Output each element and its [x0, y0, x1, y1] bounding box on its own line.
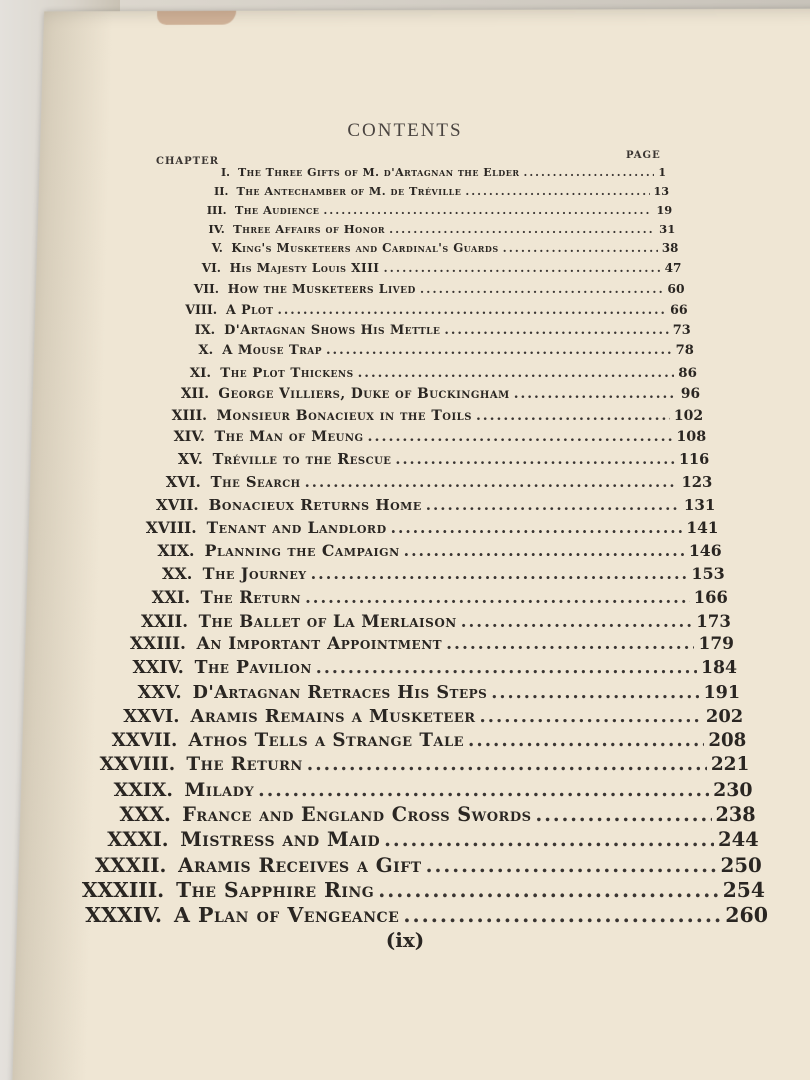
chapter-title: A Mouse Trap — [222, 343, 322, 359]
toc-entry — [107, 474, 712, 491]
chapter-number: III. — [206, 202, 227, 217]
page-number: 202 — [705, 705, 744, 727]
dot-leader — [476, 408, 670, 424]
toc-entry — [92, 588, 728, 607]
chapter-number: I. — [221, 166, 230, 179]
chapter-title: Mistress and Maid — [180, 827, 381, 851]
chapter-title: Three Affairs of Honor — [233, 221, 386, 236]
chapter-number: XXXIII. — [81, 877, 165, 902]
chapter-number: XI. — [189, 364, 212, 381]
toc-entry — [80, 682, 740, 703]
chapter-number: VI. — [201, 261, 222, 276]
toc-entry — [71, 754, 750, 775]
page-number: 166 — [693, 587, 728, 607]
chapter-title: Aramis Remains a Musketeer — [190, 705, 476, 727]
dot-leader — [311, 564, 688, 583]
toc-entry — [74, 730, 747, 751]
page-number: 254 — [722, 877, 765, 902]
toc-entry — [148, 184, 670, 198]
dot-leader — [420, 281, 664, 296]
toc-entry — [131, 302, 688, 317]
toc-entry — [55, 878, 765, 902]
toc-entry — [68, 779, 753, 801]
chapter-title: France and England Cross Swords — [182, 803, 532, 827]
dot-leader — [358, 365, 675, 381]
page-number: 131 — [683, 496, 716, 515]
dot-leader — [426, 853, 717, 877]
chapter-number: IV. — [208, 221, 225, 236]
chapter-title: The Three Gifts of M. d'Artagnan the Elder — [238, 166, 520, 179]
page-number: 38 — [661, 241, 679, 256]
page-number: 173 — [696, 610, 731, 631]
dot-leader — [403, 903, 721, 927]
chapter-title: King's Musketeers and Cardinal's Guards — [231, 241, 499, 256]
page-number: 238 — [715, 803, 756, 827]
page-number: 153 — [691, 564, 725, 584]
dot-leader — [383, 261, 660, 275]
chapter-title: The Ballet of La Merlaison — [198, 610, 457, 631]
dot-leader — [444, 323, 668, 338]
chapter-title: Monsieur Bonacieux in the Toils — [216, 407, 472, 424]
chapter-number: XXIV. — [132, 658, 184, 679]
dot-leader — [323, 203, 652, 217]
chapter-title: George Villiers, Duke of Buckingham — [218, 386, 510, 402]
page-number: 221 — [710, 754, 750, 776]
page-number: 146 — [688, 541, 722, 561]
chapter-title: The Journey — [202, 564, 307, 584]
chapter-number: XXVIII. — [99, 754, 176, 776]
chapter-title: Bonacieux Returns Home — [208, 496, 422, 515]
toc-entry — [139, 241, 678, 255]
page-number: 96 — [680, 386, 700, 402]
toc-entry — [116, 408, 703, 424]
toc-entry — [101, 519, 718, 537]
toc-entry — [64, 803, 755, 826]
chapter-title: The Plot Thickens — [220, 364, 354, 381]
page-number: 250 — [720, 852, 762, 877]
dot-leader — [461, 611, 693, 631]
toc-entry — [86, 634, 734, 654]
dot-leader — [326, 343, 672, 358]
dot-leader — [305, 474, 678, 491]
dot-leader — [389, 222, 655, 236]
page-number: 66 — [670, 301, 688, 317]
page-number: 1 — [658, 166, 666, 179]
page-number: 141 — [686, 518, 719, 537]
chapter-number: X. — [198, 343, 214, 359]
page-number: 108 — [676, 429, 707, 446]
toc-entry — [89, 611, 731, 631]
chapter-number: XXIII. — [129, 634, 186, 655]
chapter-number: XVI. — [165, 473, 201, 491]
page-number: 102 — [673, 407, 704, 424]
dot-leader — [465, 184, 649, 198]
chapter-title: The Audience — [234, 202, 320, 217]
chapter-title: The Pavilion — [194, 658, 312, 679]
dot-leader — [404, 541, 685, 560]
chapter-number: XIX. — [157, 541, 195, 561]
chapter-title: The Antechamber of M. de Tréville — [236, 184, 462, 199]
chapter-number: XII. — [180, 386, 210, 402]
toc-entry — [95, 564, 725, 583]
page-number: 123 — [681, 473, 713, 491]
chapter-title: Tenant and Landlord — [206, 518, 387, 537]
page-title: CONTENTS — [347, 120, 463, 141]
dot-leader — [514, 386, 677, 402]
chapter-number: XXIX. — [113, 778, 173, 801]
toc-entry — [142, 222, 675, 236]
page-number: 13 — [653, 184, 670, 199]
dot-leader — [395, 451, 675, 468]
dot-leader — [258, 779, 709, 801]
toc-entry — [110, 451, 709, 468]
chapter-number: VII. — [193, 281, 220, 297]
chapter-number: XVII. — [155, 496, 199, 515]
chapter-title: The Return — [186, 754, 303, 776]
page-number: 60 — [667, 281, 685, 297]
toc-entry — [83, 658, 737, 678]
chapter-title: The Return — [200, 587, 302, 607]
chapter-number: V. — [211, 241, 223, 256]
toc-entry — [128, 323, 691, 338]
dot-leader — [378, 878, 719, 902]
dot-leader — [468, 730, 704, 751]
page-number: 19 — [656, 202, 673, 217]
chapter-number: XXX. — [119, 803, 171, 827]
page-column-label: PAGE — [626, 150, 661, 161]
toc-entry — [98, 541, 721, 560]
dot-leader — [391, 519, 683, 537]
page-number: 184 — [701, 658, 738, 679]
toc-entry — [61, 828, 758, 851]
chapter-title: Tréville to the Rescue — [212, 451, 392, 469]
page-folio: (ix) — [385, 928, 425, 952]
chapter-title: How the Musketeers Lived — [227, 281, 416, 297]
chapter-number: XXVI. — [123, 705, 180, 727]
chapter-title: A Plan of Vengeance — [174, 903, 400, 927]
dot-leader — [426, 496, 680, 514]
chapter-column-label: CHAPTER — [156, 156, 220, 167]
toc-entry — [58, 853, 762, 877]
page-number: 116 — [678, 451, 710, 469]
dot-leader — [307, 754, 707, 775]
chapter-title: The Man of Meung — [214, 429, 364, 446]
page-number: 230 — [713, 778, 753, 801]
page-number: 78 — [675, 343, 694, 359]
chapter-number: XV. — [177, 451, 203, 469]
dot-leader — [368, 429, 673, 445]
dot-leader — [523, 166, 654, 179]
page-number: 86 — [678, 364, 697, 381]
chapter-number: XIII. — [171, 407, 208, 424]
chapter-number: II. — [214, 184, 229, 199]
toc-entry — [125, 343, 694, 358]
chapter-number: XXVII. — [111, 729, 178, 751]
toc-entry — [136, 261, 681, 275]
toc-entry — [150, 166, 666, 179]
chapter-title: D'Artagnan Shows His Mettle — [224, 322, 441, 338]
chapter-title: A Plot — [225, 301, 274, 317]
chapter-title: An Important Appointment — [196, 634, 443, 655]
chapter-title: Athos Tells a Strange Tale — [188, 729, 465, 751]
dot-leader — [277, 302, 666, 317]
chapter-title: Milady — [184, 778, 255, 801]
chapter-number: XXV. — [137, 681, 182, 703]
toc-entry — [52, 903, 768, 927]
chapter-number: IX. — [194, 322, 216, 338]
page-number: 73 — [672, 322, 691, 338]
toc-entry — [77, 706, 743, 727]
toc-entry — [113, 429, 706, 445]
page-number: 47 — [664, 261, 682, 276]
dot-leader — [384, 828, 714, 851]
dot-leader — [536, 803, 712, 826]
toc-entry — [119, 386, 700, 402]
chapter-title: Planning the Campaign — [204, 541, 400, 561]
chapter-title: The Search — [210, 473, 301, 491]
chapter-title: His Majesty Louis XIII — [229, 261, 380, 276]
chapter-number: XXXIV. — [85, 903, 162, 927]
page-number: 244 — [718, 827, 759, 851]
dot-leader — [446, 634, 694, 654]
chapter-number: XXII. — [141, 610, 189, 631]
toc-entry — [122, 365, 697, 381]
toc-entry — [145, 203, 672, 217]
chapter-title: The Sapphire Ring — [176, 877, 375, 902]
chapter-number: XX. — [161, 564, 193, 584]
chapter-title: Aramis Receives a Gift — [178, 852, 422, 877]
dot-leader — [316, 658, 697, 678]
dot-leader — [305, 588, 690, 607]
toc-entry — [134, 281, 685, 296]
page-number: 31 — [659, 221, 676, 236]
chapter-title: D'Artagnan Retraces His Steps — [192, 681, 488, 703]
dot-leader — [491, 682, 699, 703]
chapter-number: XVIII. — [145, 518, 197, 537]
chapter-number: XXXI. — [107, 827, 169, 851]
dot-leader — [503, 241, 658, 255]
toc-entry — [104, 496, 715, 514]
chapter-number: XXXII. — [94, 852, 167, 877]
page-number: 179 — [698, 634, 734, 655]
page-number: 208 — [708, 729, 747, 751]
page-number: 191 — [703, 681, 741, 703]
dot-leader — [480, 706, 702, 727]
chapter-number: XIV. — [173, 429, 205, 446]
page-number: 260 — [725, 903, 768, 927]
chapter-number: VIII. — [185, 301, 218, 317]
chapter-number: XXI. — [151, 587, 191, 607]
